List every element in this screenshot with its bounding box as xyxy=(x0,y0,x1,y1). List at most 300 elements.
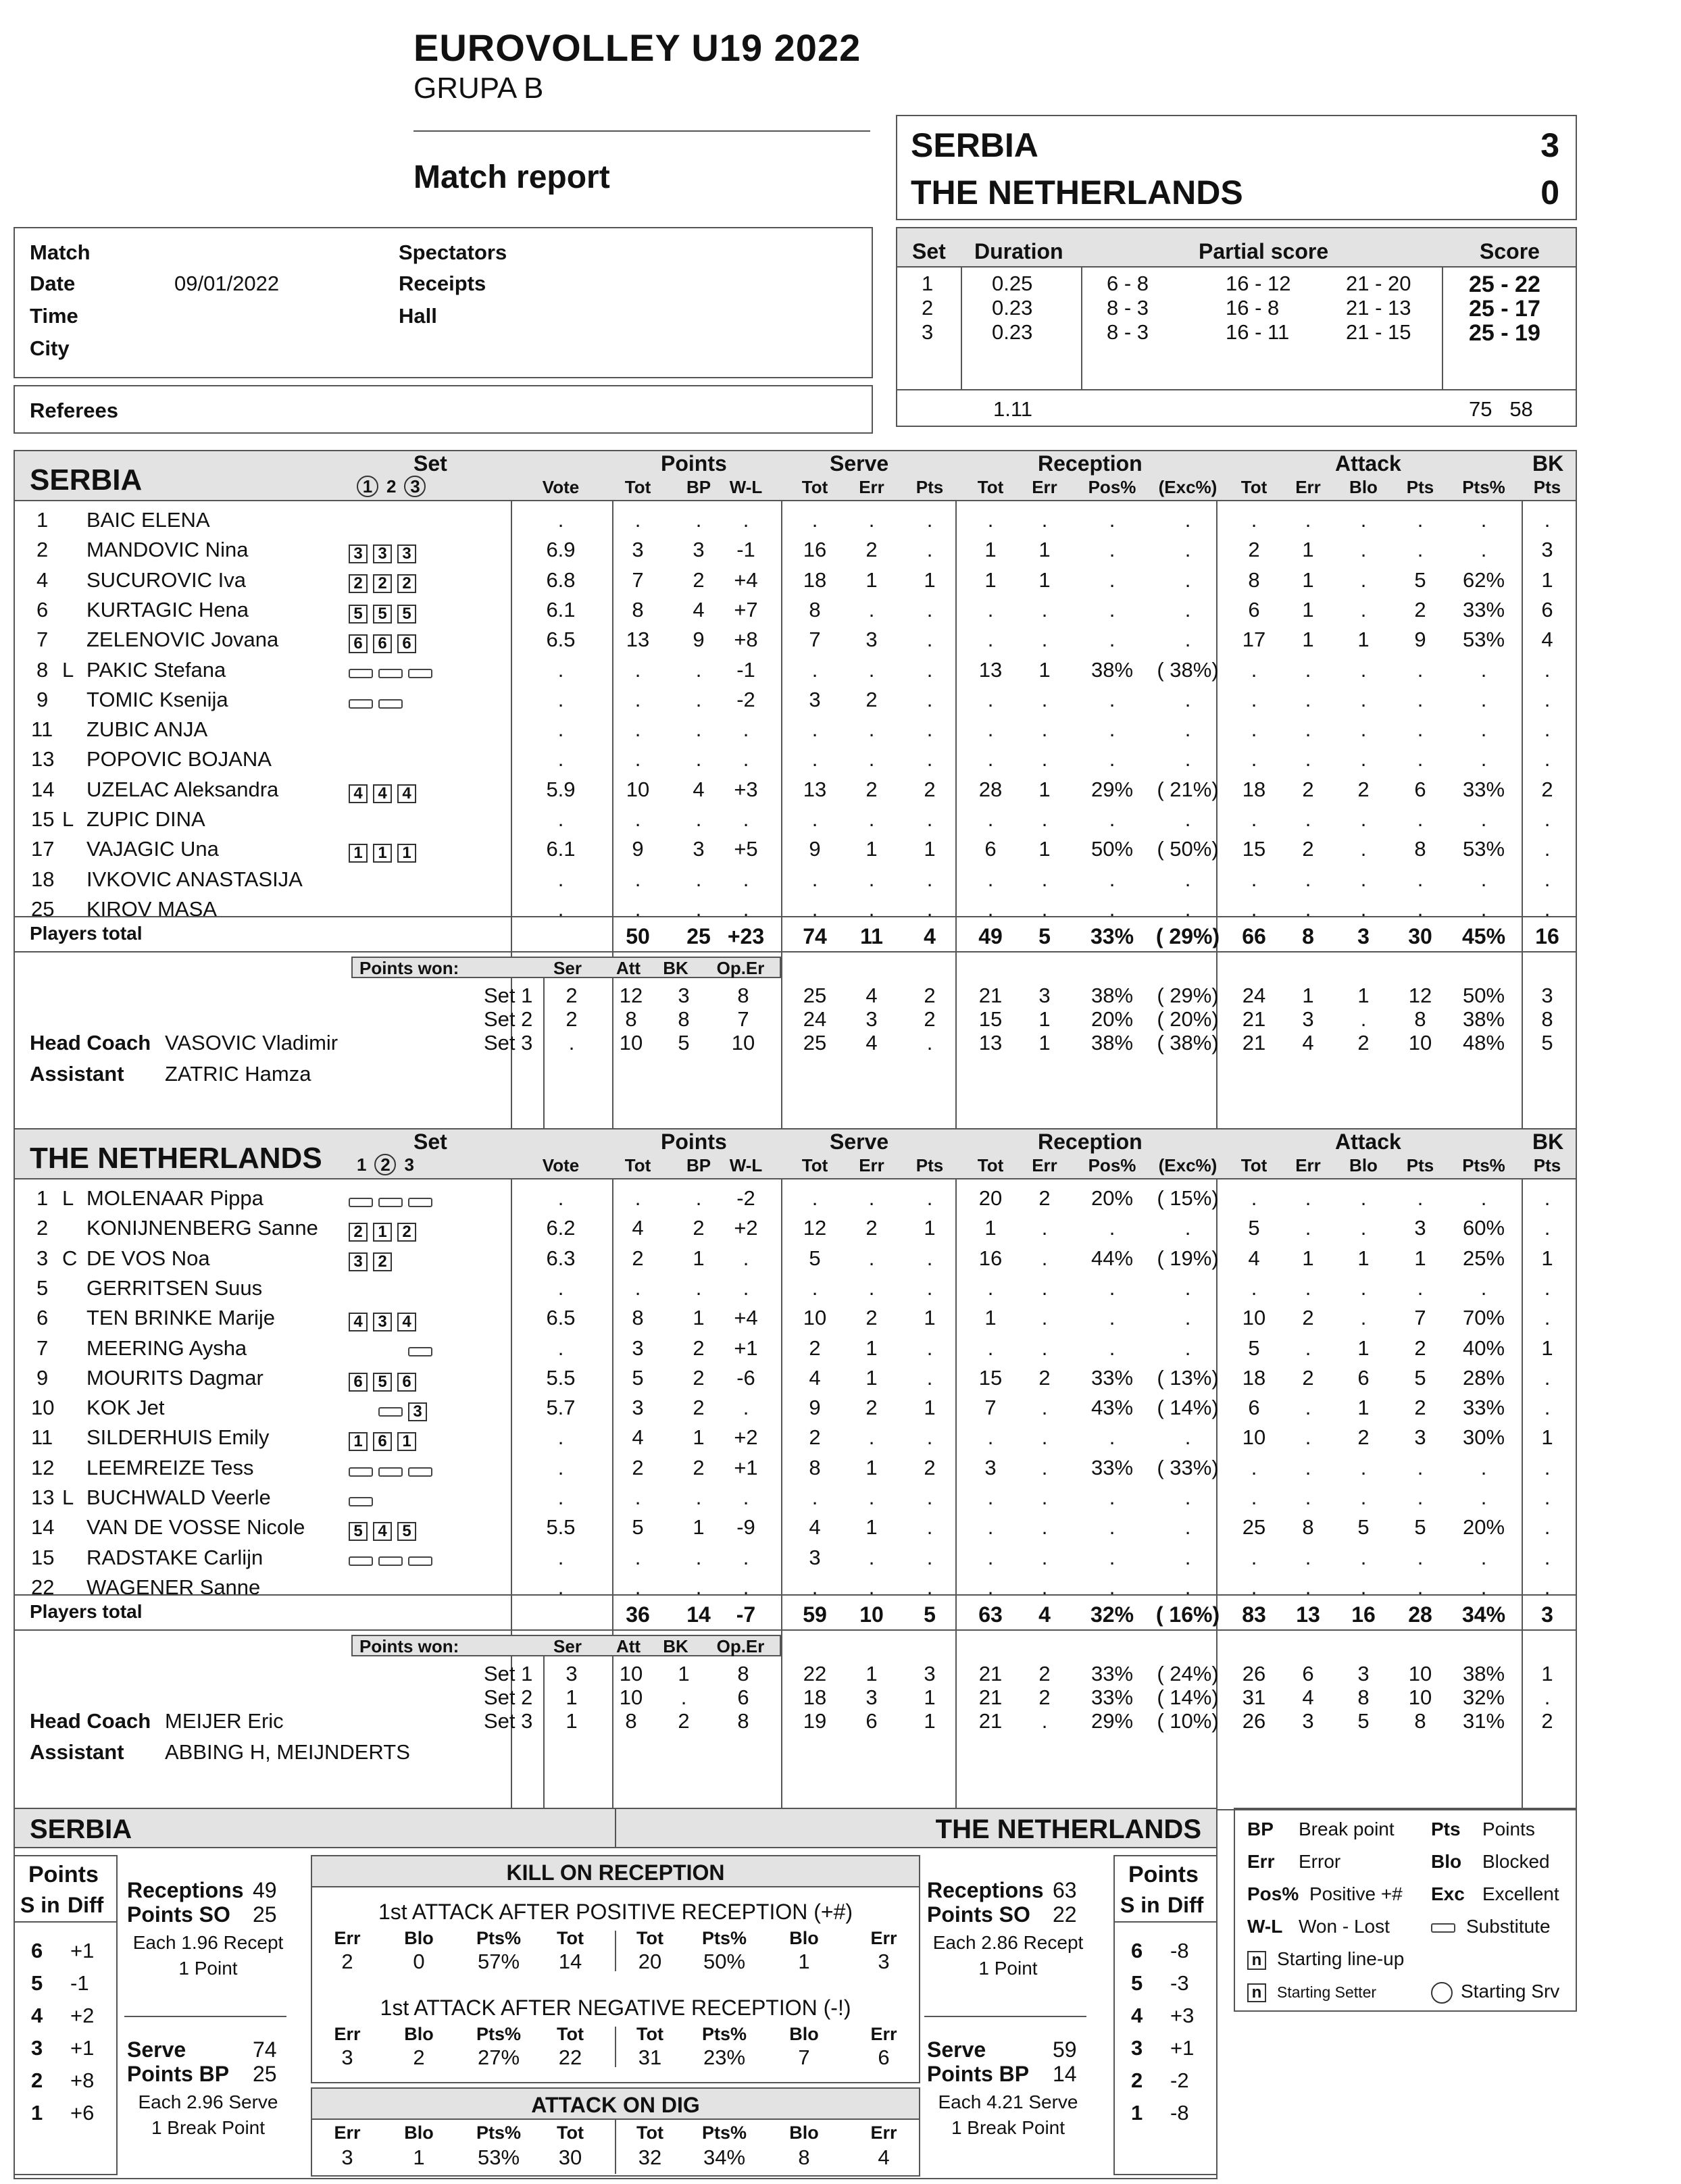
stat-ae: . xyxy=(1305,1396,1311,1420)
rotation-diff: -2 xyxy=(1170,2068,1189,2092)
total-wl: -7 xyxy=(736,1602,756,1627)
stat-ab: . xyxy=(1360,747,1367,771)
stat-st: 13 xyxy=(803,777,827,801)
stat-v: 6.5 xyxy=(546,628,576,652)
total-ab: 3 xyxy=(1357,924,1370,948)
stat-ae: . xyxy=(1305,717,1311,742)
stat-se: . xyxy=(868,1485,875,1509)
stat-app: . xyxy=(1480,1186,1487,1210)
starting-position: n xyxy=(1247,1951,1266,1970)
stat-v: 6.2 xyxy=(546,1216,576,1240)
setrow-rx: ( 20%) xyxy=(1157,1007,1219,1031)
stat-wl: +7 xyxy=(734,597,758,621)
starting-position: 2 xyxy=(373,1252,392,1271)
player-set-positions xyxy=(349,601,422,625)
substitute-marker xyxy=(378,1556,403,1566)
setrow-ap: 10 xyxy=(1408,1685,1432,1709)
stat-rp: . xyxy=(1109,1336,1115,1360)
kor-val-6: 7 xyxy=(798,2046,810,2069)
stat-pt: 2 xyxy=(632,1246,644,1270)
player-set-positions xyxy=(349,1309,422,1333)
total-rp: 33% xyxy=(1090,924,1134,948)
head-coach-name: MEIJER Eric xyxy=(165,1709,284,1733)
aod-val-2: 53% xyxy=(477,2145,520,2169)
sets-col-set: Set xyxy=(912,239,946,263)
subheader-err: Err xyxy=(1295,1155,1321,1175)
stat-rt: . xyxy=(987,628,994,652)
substitute-marker xyxy=(349,1467,373,1477)
stat-re: . xyxy=(1041,1575,1048,1599)
city-label: City xyxy=(30,336,70,360)
legend-key: Err xyxy=(1247,1851,1275,1872)
stat-wl: . xyxy=(743,508,749,532)
stat-rx: . xyxy=(1184,567,1191,592)
match-info-box xyxy=(14,227,873,378)
stat-ae: . xyxy=(1305,807,1311,831)
partial-score: 21 - 15 xyxy=(1346,320,1411,344)
stat-rt: 28 xyxy=(978,777,1003,801)
stat-bk: . xyxy=(1544,1186,1551,1210)
starting-position: 4 xyxy=(373,784,392,803)
stat-se: 2 xyxy=(865,1396,878,1420)
setrow-rt: 15 xyxy=(978,1007,1003,1031)
stat-rx: . xyxy=(1184,1425,1191,1450)
stat-re: . xyxy=(1041,896,1048,921)
stat-app: 53% xyxy=(1462,628,1505,652)
setrow-bkp: . xyxy=(1544,1685,1551,1709)
stat-pt: . xyxy=(634,1275,641,1300)
stat-at: 18 xyxy=(1242,777,1266,801)
legend-item xyxy=(1247,1948,1404,1970)
substitute-marker xyxy=(349,1497,373,1506)
stat-rx: . xyxy=(1184,747,1191,771)
stat-app: 40% xyxy=(1462,1336,1505,1360)
final-score-box xyxy=(896,115,1577,220)
stat-v: 5.5 xyxy=(546,1365,576,1390)
stat-rt: . xyxy=(987,1515,994,1540)
stat-sp: . xyxy=(926,657,933,682)
stat-rx: ( 38%) xyxy=(1157,657,1219,682)
stat-rx: . xyxy=(1184,628,1191,652)
player-number: 18 xyxy=(31,867,55,891)
stat-sp: . xyxy=(926,1186,933,1210)
player-number: 7 xyxy=(36,628,49,652)
stat-se: . xyxy=(868,896,875,921)
stat-bp: . xyxy=(695,1275,702,1300)
total-score: 75 58 xyxy=(1469,397,1533,421)
stat-ab: 1 xyxy=(1357,1246,1370,1270)
substitute-marker xyxy=(408,669,432,678)
kor-col-7: Err xyxy=(870,1928,897,1948)
starting-position: 4 xyxy=(397,1313,416,1331)
player-name: VAN DE VOSSE Nicole xyxy=(86,1515,305,1540)
stat-bp: 2 xyxy=(693,1216,705,1240)
starting-position: 6 xyxy=(373,634,392,653)
legend-label: Positive +# xyxy=(1309,1883,1403,1904)
substitute-marker xyxy=(408,1556,432,1566)
stat-ae: . xyxy=(1305,1275,1311,1300)
stat-pt: 13 xyxy=(626,628,650,652)
stat-app: . xyxy=(1480,896,1487,921)
stat-st: 3 xyxy=(809,687,821,711)
stat-app: . xyxy=(1480,807,1487,831)
rotation-number: 1 xyxy=(1131,2101,1143,2125)
stat-ab: . xyxy=(1360,508,1367,532)
stat-rt: 15 xyxy=(978,1365,1003,1390)
player-set-positions xyxy=(349,1369,422,1393)
stat-bk: . xyxy=(1544,807,1551,831)
stat-v: . xyxy=(557,1186,564,1210)
report-title: Match report xyxy=(413,159,610,195)
stat-ae: 1 xyxy=(1302,567,1314,592)
stat-sp: . xyxy=(926,687,933,711)
player-number: 14 xyxy=(31,1515,55,1540)
stat-at: 15 xyxy=(1242,837,1266,861)
total-rt: 49 xyxy=(978,924,1003,948)
setrow-st: 24 xyxy=(803,1007,827,1031)
subheader-pts: Pts xyxy=(915,1155,944,1175)
player-name: TOMIC Ksenija xyxy=(86,687,228,711)
serve-value: 59 xyxy=(1053,2037,1077,2062)
stat-pt: . xyxy=(634,896,641,921)
setrow-op: 10 xyxy=(731,1031,755,1055)
set-number: 1 xyxy=(922,272,934,295)
stat-se: 2 xyxy=(865,687,878,711)
stat-v: 5.5 xyxy=(546,1515,576,1540)
stat-ab: . xyxy=(1360,837,1367,861)
player-role: L xyxy=(62,807,74,831)
player-name: WAGENER Sanne xyxy=(86,1575,261,1599)
setrow-sp: 3 xyxy=(924,1662,936,1685)
stat-ab: 2 xyxy=(1357,777,1370,801)
setrow-att: 12 xyxy=(619,984,643,1007)
set-numbers xyxy=(357,476,434,497)
aod-col-7: Err xyxy=(870,2123,897,2143)
stat-st: 5 xyxy=(809,1246,821,1270)
stat-rx: . xyxy=(1184,1545,1191,1569)
rotation-number: 6 xyxy=(1131,1939,1143,1962)
setrow-se: 1 xyxy=(865,1662,878,1685)
rotation-number: 2 xyxy=(31,2068,43,2092)
stat-st: . xyxy=(811,508,818,532)
setrow-bk: . xyxy=(680,1685,687,1709)
stat-st: . xyxy=(811,657,818,682)
pw-bk: BK xyxy=(663,958,688,978)
legend-label: Substitute xyxy=(1466,1916,1551,1937)
stat-re: . xyxy=(1041,807,1048,831)
stat-pt: . xyxy=(634,687,641,711)
setrow-ae: 4 xyxy=(1302,1031,1314,1055)
stat-app: . xyxy=(1480,717,1487,742)
stat-app: 28% xyxy=(1462,1365,1505,1390)
total-sp: 5 xyxy=(924,1602,936,1627)
stat-wl: . xyxy=(743,896,749,921)
set-row-label: Set 1 xyxy=(484,1662,533,1685)
stat-ae: . xyxy=(1305,747,1311,771)
setrow-app: 48% xyxy=(1462,1031,1505,1055)
stat-bk: . xyxy=(1544,1545,1551,1569)
kor-val-3: 14 xyxy=(558,1950,582,1973)
stat-app: 20% xyxy=(1462,1515,1505,1540)
diff-label: Diff xyxy=(1168,1893,1204,1917)
setrow-se: 4 xyxy=(865,1031,878,1055)
stat-v: . xyxy=(557,1275,564,1300)
stat-st: 2 xyxy=(809,1425,821,1450)
player-number: 2 xyxy=(36,538,49,562)
setrow-sp: 1 xyxy=(924,1709,936,1733)
legend-label: Starting line-up xyxy=(1277,1948,1405,1969)
subheader-bp: BP xyxy=(686,477,711,497)
kor-col-3: Tot xyxy=(557,2024,584,2044)
legend-key: Pos% xyxy=(1247,1883,1299,1904)
kor-val-1: 2 xyxy=(413,2046,425,2069)
stat-wl: +2 xyxy=(734,1216,758,1240)
stat-rt: 13 xyxy=(978,657,1003,682)
partial-score: 8 - 3 xyxy=(1107,296,1149,320)
divider xyxy=(615,1931,616,1971)
stat-sp: . xyxy=(926,1545,933,1569)
stat-st: . xyxy=(811,807,818,831)
rotation-diff: +3 xyxy=(1170,2004,1195,2027)
stat-at: . xyxy=(1251,1575,1257,1599)
stat-v: 6.5 xyxy=(546,1306,576,1330)
stat-ab: . xyxy=(1360,1306,1367,1330)
stat-pt: 4 xyxy=(632,1425,644,1450)
stat-sp: . xyxy=(926,1575,933,1599)
stat-st: 4 xyxy=(809,1365,821,1390)
col-bk: BK xyxy=(1532,451,1564,476)
stat-ap: 9 xyxy=(1414,628,1426,652)
setrow-ser: 1 xyxy=(566,1709,578,1733)
stat-ap: . xyxy=(1417,717,1424,742)
stat-rx: . xyxy=(1184,508,1191,532)
stat-bp: . xyxy=(695,1575,702,1599)
subheader-exc: (Exc%) xyxy=(1158,477,1218,497)
total-rx: ( 16%) xyxy=(1155,1602,1220,1627)
col-attack: Attack xyxy=(1335,1129,1401,1154)
stat-re: 1 xyxy=(1038,538,1051,562)
total-rt: 63 xyxy=(978,1602,1003,1627)
divider xyxy=(15,1629,1576,1631)
setrow-at: 31 xyxy=(1242,1685,1266,1709)
stat-ap: . xyxy=(1417,1485,1424,1509)
set-number: 3 xyxy=(404,1154,414,1175)
setrow-rx: ( 14%) xyxy=(1157,1685,1219,1709)
subheader-bp: BP xyxy=(686,1155,711,1175)
stat-v: . xyxy=(557,717,564,742)
player-name: LEEMREIZE Tess xyxy=(86,1455,254,1479)
player-name: ZUPIC DINA xyxy=(86,807,205,831)
total-ap: 30 xyxy=(1408,924,1432,948)
stat-rt: . xyxy=(987,717,994,742)
stat-sp: . xyxy=(926,1485,933,1509)
setrow-bkp: 3 xyxy=(1541,984,1553,1007)
player-name: ZELENOVIC Jovana xyxy=(86,628,279,652)
divider xyxy=(15,916,1576,917)
player-number: 6 xyxy=(36,597,49,621)
stat-st: 9 xyxy=(809,1396,821,1420)
legend-label: Won - Lost xyxy=(1299,1916,1390,1937)
set-score: 25 - 22 xyxy=(1469,272,1540,297)
stat-rt: 1 xyxy=(984,1216,997,1240)
stat-sp: 2 xyxy=(924,777,936,801)
stat-ae: . xyxy=(1305,1186,1311,1210)
starting-position: 3 xyxy=(373,544,392,563)
starting-position: 2 xyxy=(397,574,416,593)
setrow-re: . xyxy=(1041,1709,1048,1733)
stat-at: . xyxy=(1251,1455,1257,1479)
substitute-marker xyxy=(378,699,403,709)
stat-ab: 2 xyxy=(1357,1425,1370,1450)
subheader-tot: Tot xyxy=(977,1155,1004,1175)
stat-v: 6.8 xyxy=(546,567,576,592)
player-set-positions xyxy=(349,1488,378,1513)
stat-wl: +8 xyxy=(734,628,758,652)
s-in-label: S in xyxy=(1120,1893,1160,1917)
stat-bp: . xyxy=(695,867,702,891)
stat-rt: . xyxy=(987,747,994,771)
set-duration: 0.23 xyxy=(992,296,1033,320)
points-so-label: Points SO xyxy=(127,1902,230,1927)
set-row-label: Set 2 xyxy=(484,1007,533,1031)
subheader-tot: Tot xyxy=(801,1155,828,1175)
stat-wl: . xyxy=(743,1575,749,1599)
stat-rt: . xyxy=(987,597,994,621)
setrow-op: 8 xyxy=(737,1709,749,1733)
stat-st: 4 xyxy=(809,1515,821,1540)
player-name: KONIJNENBERG Sanne xyxy=(86,1216,318,1240)
set-number: 3 xyxy=(404,476,426,497)
date-value: 09/01/2022 xyxy=(174,272,280,295)
stat-wl: . xyxy=(743,867,749,891)
stat-app: 53% xyxy=(1462,837,1505,861)
stat-bk: . xyxy=(1544,1515,1551,1540)
rotation-diff: -8 xyxy=(1170,1939,1189,1962)
kor-col-6: Blo xyxy=(789,1928,819,1948)
total-bk: 16 xyxy=(1535,924,1559,948)
stat-se: . xyxy=(868,597,875,621)
hall-label: Hall xyxy=(399,304,437,328)
negative-reception-title: 1st ATTACK AFTER NEGATIVE RECEPTION (-!) xyxy=(380,1996,851,2020)
stat-rp: . xyxy=(1109,687,1115,711)
stat-rt: . xyxy=(987,1545,994,1569)
setrow-ab: 8 xyxy=(1357,1685,1370,1709)
stat-bp: 4 xyxy=(693,777,705,801)
team1-name: SERBIA xyxy=(911,126,1038,164)
stat-bp: 2 xyxy=(693,1455,705,1479)
stat-wl: +3 xyxy=(734,777,758,801)
kor-val-5: 50% xyxy=(703,1950,746,1973)
sets-col-duration: Duration xyxy=(974,239,1063,263)
starting-position: 2 xyxy=(349,1223,368,1242)
stat-bk: . xyxy=(1544,1216,1551,1240)
total-duration: 1.11 xyxy=(993,397,1033,421)
setrow-rx: ( 24%) xyxy=(1157,1662,1219,1685)
stat-v: . xyxy=(557,657,564,682)
kor-col-2: Pts% xyxy=(476,1928,522,1948)
starting-position: 1 xyxy=(397,1432,416,1451)
stat-sp: . xyxy=(926,1425,933,1450)
stat-ae: . xyxy=(1305,1455,1311,1479)
stat-sp: 1 xyxy=(924,1216,936,1240)
stat-rt: . xyxy=(987,867,994,891)
legend-label: Points xyxy=(1482,1819,1535,1839)
legend-key: Pts xyxy=(1431,1819,1461,1839)
stat-rx: . xyxy=(1184,538,1191,562)
stat-ab: 1 xyxy=(1357,1336,1370,1360)
col-reception: Reception xyxy=(1038,1129,1143,1154)
stat-ap: 3 xyxy=(1414,1216,1426,1240)
subheader-pos: Pos% xyxy=(1088,1155,1136,1175)
stat-wl: -1 xyxy=(736,657,755,682)
stat-rx: . xyxy=(1184,687,1191,711)
set-number: 2 xyxy=(922,296,934,320)
kor-col-1: Blo xyxy=(404,2024,434,2044)
stat-ae: 2 xyxy=(1302,1306,1314,1330)
head-coach-label: Head Coach xyxy=(30,1031,151,1055)
legend-item xyxy=(1247,1883,1403,1905)
stat-app: . xyxy=(1480,508,1487,532)
setrow-ap: 10 xyxy=(1408,1031,1432,1055)
stat-st: 8 xyxy=(809,597,821,621)
stat-bp: 2 xyxy=(693,1336,705,1360)
aod-title: ATTACK ON DIG xyxy=(531,2093,700,2117)
stat-at: 18 xyxy=(1242,1365,1266,1390)
set-number: 2 xyxy=(374,1154,396,1175)
stat-wl: . xyxy=(743,1545,749,1569)
stat-app: . xyxy=(1480,538,1487,562)
stat-bp: . xyxy=(695,1485,702,1509)
stat-wl: . xyxy=(743,1485,749,1509)
stat-v: . xyxy=(557,807,564,831)
stat-rx: . xyxy=(1184,896,1191,921)
player-number: 13 xyxy=(31,747,55,771)
setrow-ae: 1 xyxy=(1302,984,1314,1007)
points-bp-value: 14 xyxy=(1053,2062,1077,2086)
stat-st: 3 xyxy=(809,1545,821,1569)
stat-ae: . xyxy=(1305,687,1311,711)
stat-at: . xyxy=(1251,508,1257,532)
setrow-st: 19 xyxy=(803,1709,827,1733)
legend-item xyxy=(1247,1981,1376,2002)
points-won-label: Points won: xyxy=(359,958,459,978)
stat-ap: 6 xyxy=(1414,777,1426,801)
legend-label: Starting Setter xyxy=(1277,1983,1377,2001)
referees-box xyxy=(14,385,873,434)
stat-st: 18 xyxy=(803,567,827,592)
player-name: UZELAC Aleksandra xyxy=(86,777,279,801)
stat-pt: . xyxy=(634,1575,641,1599)
setrow-st: 25 xyxy=(803,1031,827,1055)
stat-rx: ( 19%) xyxy=(1157,1246,1219,1270)
setrow-rp: 33% xyxy=(1090,1685,1134,1709)
stat-rp: . xyxy=(1109,896,1115,921)
stat-pt: 2 xyxy=(632,1455,644,1479)
setrow-app: 38% xyxy=(1462,1662,1505,1685)
stat-pt: . xyxy=(634,1545,641,1569)
stat-wl: +2 xyxy=(734,1425,758,1450)
set-number: 1 xyxy=(357,1154,367,1175)
stat-ae: 1 xyxy=(1302,597,1314,621)
stat-app: . xyxy=(1480,687,1487,711)
kor-val-2: 27% xyxy=(477,2046,520,2069)
assistant-name: ZATRIC Hamza xyxy=(165,1062,311,1086)
sets-col-score: Score xyxy=(1480,239,1540,263)
legend-item xyxy=(1431,1981,1559,2004)
stat-pt: 8 xyxy=(632,1306,644,1330)
subheader-tot: Tot xyxy=(1240,477,1268,497)
starting-position: 6 xyxy=(397,1373,416,1392)
